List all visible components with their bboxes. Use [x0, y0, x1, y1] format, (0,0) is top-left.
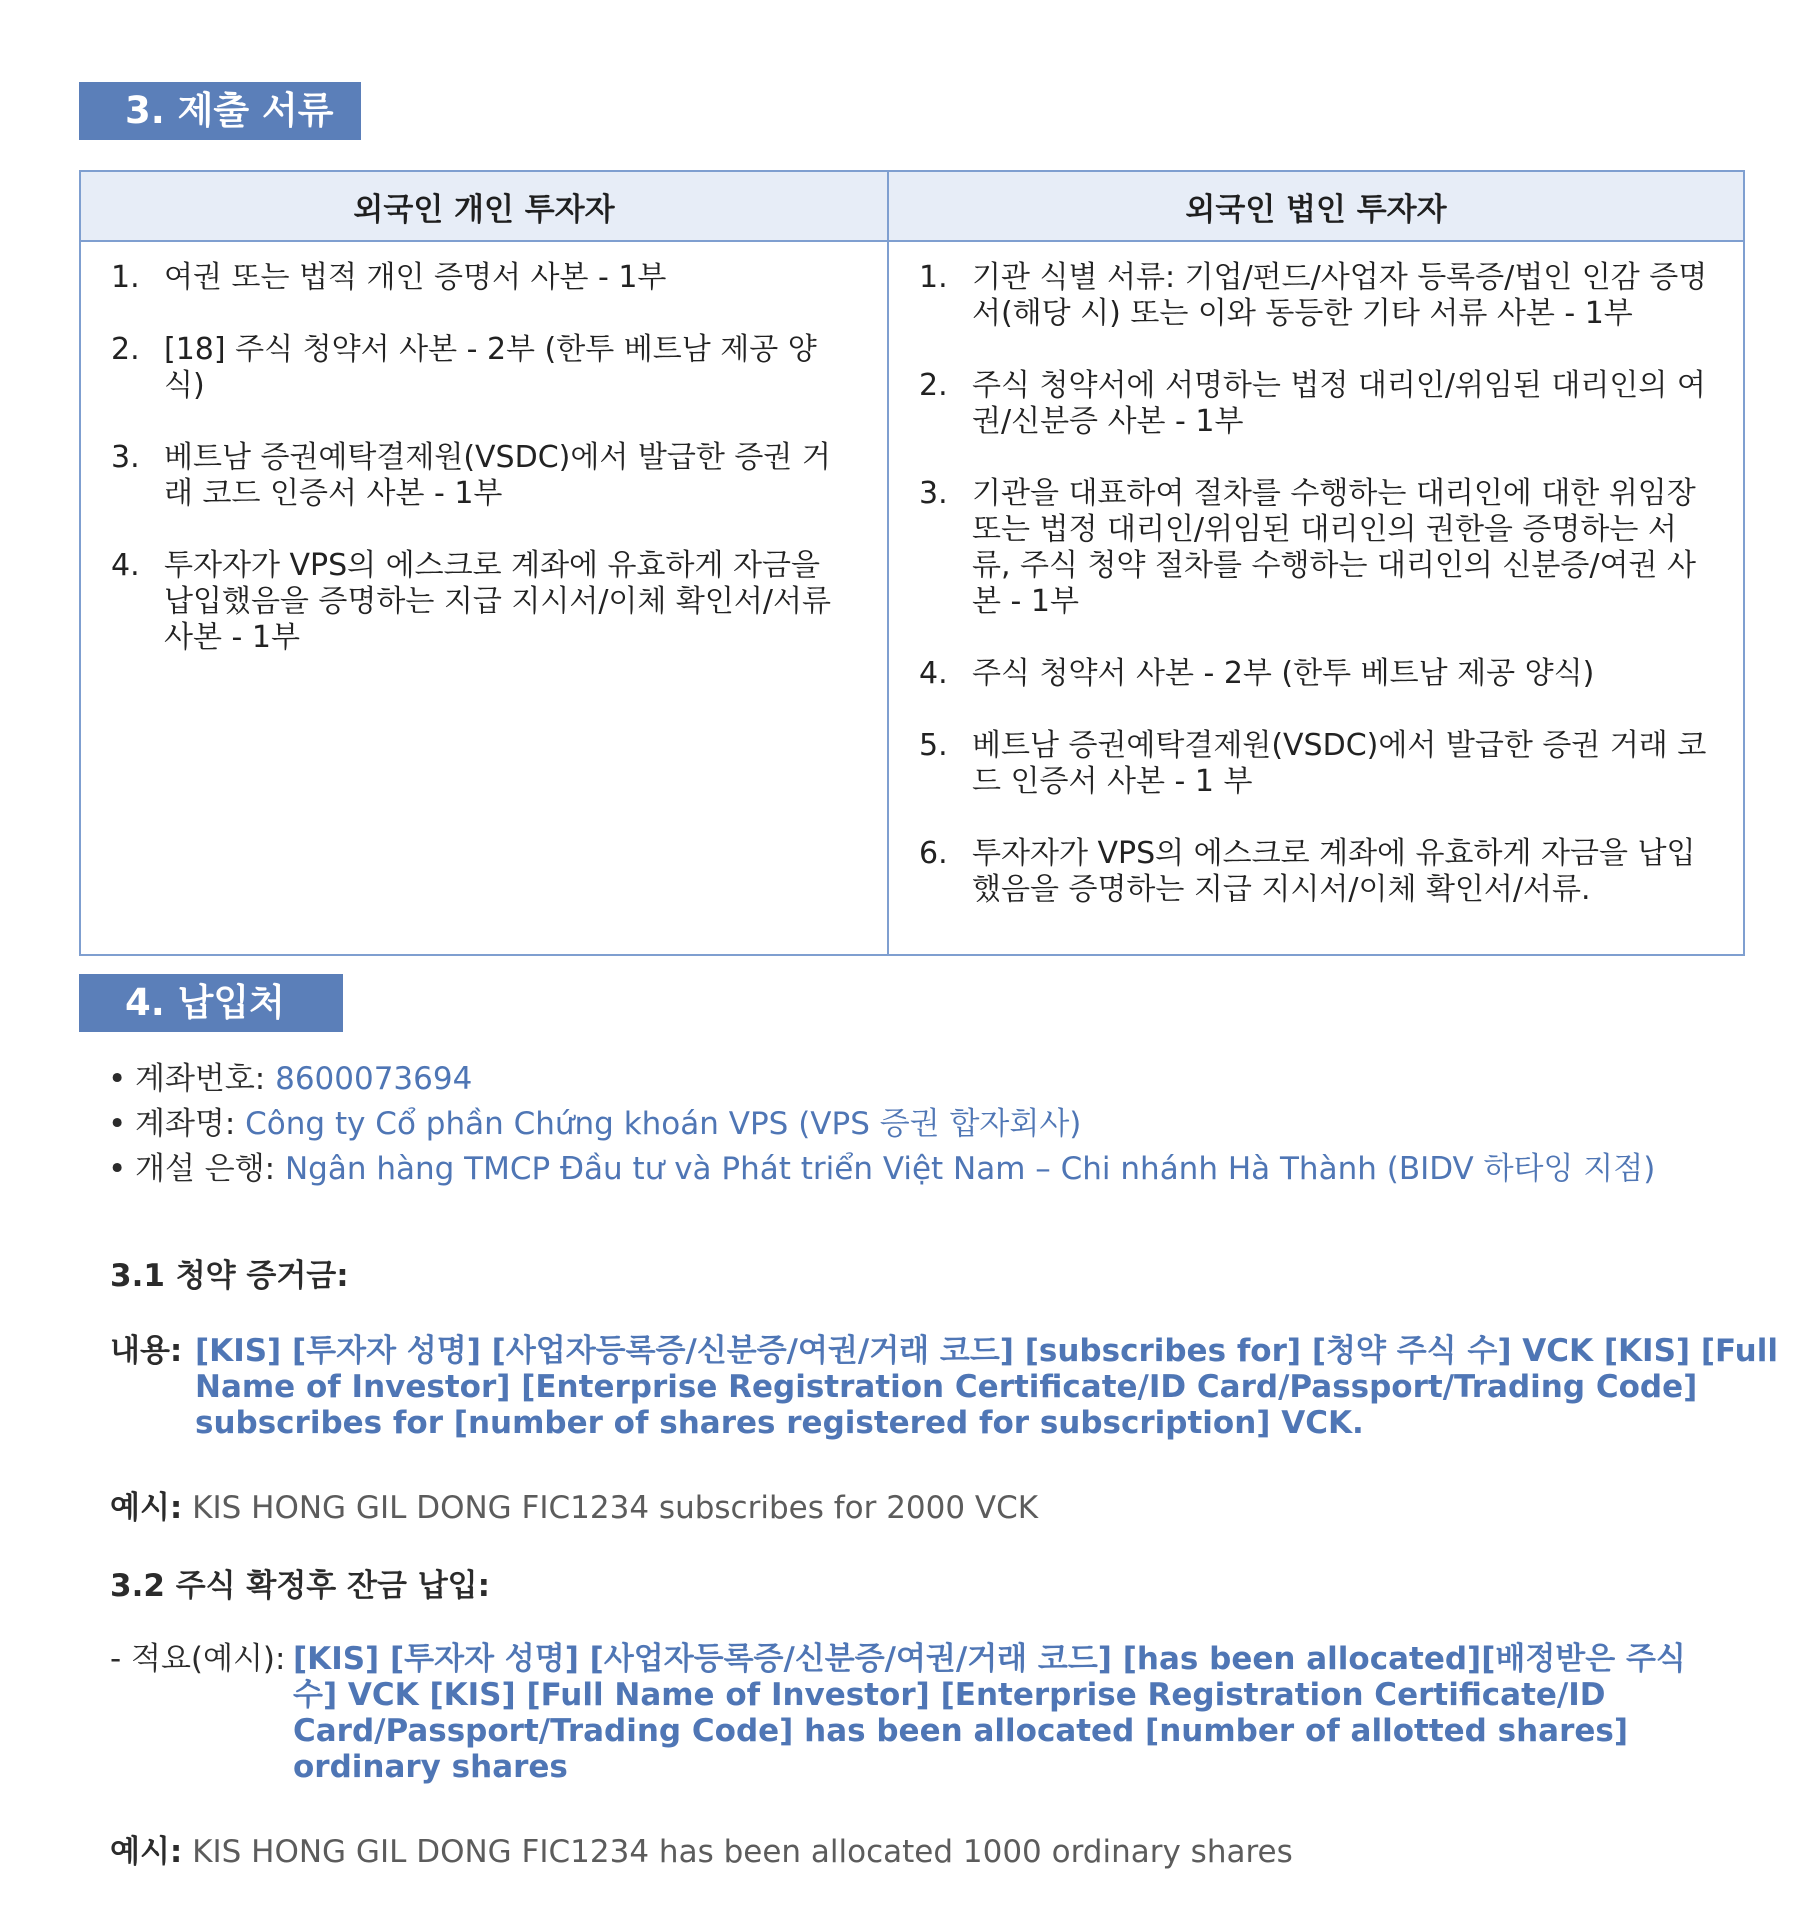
item-text: [18] 주식 청약서 사본 - 2부 (한투 베트남 제공 양식)	[164, 332, 817, 403]
item-text: 투자자가 VPS의 에스크로 계좌에 유효하게 자금을 납입했음을 증명하는 지급 지시서/이체 확인서/서류 사본 - 1부	[164, 548, 831, 655]
balance-payment-content	[110, 1641, 1693, 1785]
item-text: 투자자가 VPS의 에스크로 계좌에 유효하게 자금을 납입했음을 증명하는 지급 지시서/이체 확인서/서류.	[972, 836, 1696, 907]
bank-label: 개설 은행:	[135, 1151, 276, 1187]
item-text: 여권 또는 법적 개인 증명서 사본 - 1부	[164, 260, 667, 295]
item-number: 4.	[111, 548, 140, 583]
list-item	[919, 260, 1713, 332]
item-number: 3.	[111, 440, 140, 475]
header-corporate-investor: 외국인 법인 투자자	[888, 171, 1744, 241]
subscription-deposit-content	[110, 1333, 1811, 1441]
bullet-icon: •	[108, 1151, 127, 1187]
bullet-icon: •	[108, 1106, 127, 1142]
table-row	[80, 241, 1744, 955]
item-text: 베트남 증권예탁결제원(VSDC)에서 발급한 증권 거래 코드 인증서 사본 - 1 부	[972, 728, 1707, 799]
example-value: KIS HONG GIL DONG FIC1234 has been allocated 1000 ordinary shares	[192, 1834, 1293, 1870]
header-individual-investor: 외국인 개인 투자자	[80, 171, 888, 241]
account-number-label: 계좌번호:	[135, 1061, 266, 1097]
subsection-3-1-title: 3.1 청약 증거금:	[110, 1258, 349, 1294]
subsection-3-2-title: 3.2 주식 확정후 잔금 납입:	[110, 1568, 490, 1604]
section-4-title: 4. 납입처	[79, 974, 343, 1032]
list-item	[919, 476, 1713, 620]
item-number: 1.	[919, 260, 948, 295]
corporate-documents-list	[919, 260, 1713, 908]
section-3-title: 3. 제출 서류	[79, 82, 361, 140]
account-details-list	[108, 1057, 1655, 1192]
list-item	[919, 728, 1713, 800]
item-text: 기관 식별 서류: 기업/펀드/사업자 등록증/법인 인감 증명서(해당 시) 또는 이와 동등한 기타 서류 사본 - 1부	[972, 260, 1708, 331]
account-number-item	[108, 1057, 1655, 1102]
account-number-value: 8600073694	[275, 1061, 473, 1097]
list-item	[111, 332, 857, 404]
item-text: 베트남 증권예탁결제원(VSDC)에서 발급한 증권 거래 코드 인증서 사본 - 1부	[164, 440, 831, 511]
bullet-icon: •	[108, 1061, 127, 1097]
item-number: 3.	[919, 476, 948, 511]
individual-documents-cell	[80, 241, 888, 955]
item-number: 5.	[919, 728, 948, 763]
item-number: 2.	[919, 368, 948, 403]
item-number: 1.	[111, 260, 140, 295]
subscription-deposit-example	[110, 1482, 1038, 1527]
item-text: 주식 청약서 사본 - 2부 (한투 베트남 제공 양식)	[972, 656, 1595, 691]
content-value: [KIS] [투자자 성명] [사업자등록증/신분증/여권/거래 코드] [has been allocated][배정받은 주식 수] VCK [KIS] [Full Name of Investor] [Enterprise Registration Certificate/ID Card/Passport/Trading Code] has been allocated [number of allotted shares] ordinary shares	[293, 1641, 1686, 1785]
item-number: 6.	[919, 836, 948, 871]
required-documents-table	[79, 170, 1745, 956]
example-label: 예시:	[110, 1490, 183, 1526]
account-name-label: 계좌명:	[135, 1106, 236, 1142]
list-item	[919, 368, 1713, 440]
item-number: 2.	[111, 332, 140, 367]
account-name-value: Công ty Cổ phần Chứng khoán VPS (VPS 증권 합자회사)	[245, 1106, 1082, 1142]
content-label: - 적요(예시):	[110, 1641, 286, 1677]
content-label: 내용:	[110, 1333, 183, 1369]
content-value: [KIS] [투자자 성명] [사업자등록증/신분증/여권/거래 코드] [subscribes for] [청약 주식 수] VCK [KIS] [Full Name of Investor] [Enterprise Registration Certificate/ID Card/Passport/Trading Code] subscribes for [number of shares registered for subscription] VCK.	[195, 1333, 1778, 1441]
bank-value: Ngân hàng TMCP Đầu tư và Phát triển Việt Nam – Chi nhánh Hà Thành (BIDV 하타잉 지점)	[284, 1151, 1656, 1187]
item-text: 주식 청약서에 서명하는 법정 대리인/위임된 대리인의 여권/신분증 사본 - 1부	[972, 368, 1706, 439]
corporate-documents-cell	[888, 241, 1744, 955]
example-value: KIS HONG GIL DONG FIC1234 subscribes for 2000 VCK	[192, 1490, 1039, 1526]
table-header-row	[80, 171, 1744, 241]
individual-documents-list	[111, 260, 857, 656]
account-name-item	[108, 1102, 1655, 1147]
list-item	[111, 548, 857, 656]
item-text: 기관을 대표하여 절차를 수행하는 대리인에 대한 위임장 또는 법정 대리인/위임된 대리인의 권한을 증명하는 서류, 주식 청약 절차를 수행하는 대리인의 신분증/여권 사본 - 1부	[972, 476, 1696, 619]
balance-payment-example	[110, 1826, 1293, 1871]
example-label: 예시:	[110, 1834, 183, 1870]
list-item	[111, 440, 857, 512]
list-item	[111, 260, 857, 296]
list-item	[919, 836, 1713, 908]
bank-item	[108, 1147, 1655, 1192]
list-item	[919, 656, 1713, 692]
item-number: 4.	[919, 656, 948, 691]
